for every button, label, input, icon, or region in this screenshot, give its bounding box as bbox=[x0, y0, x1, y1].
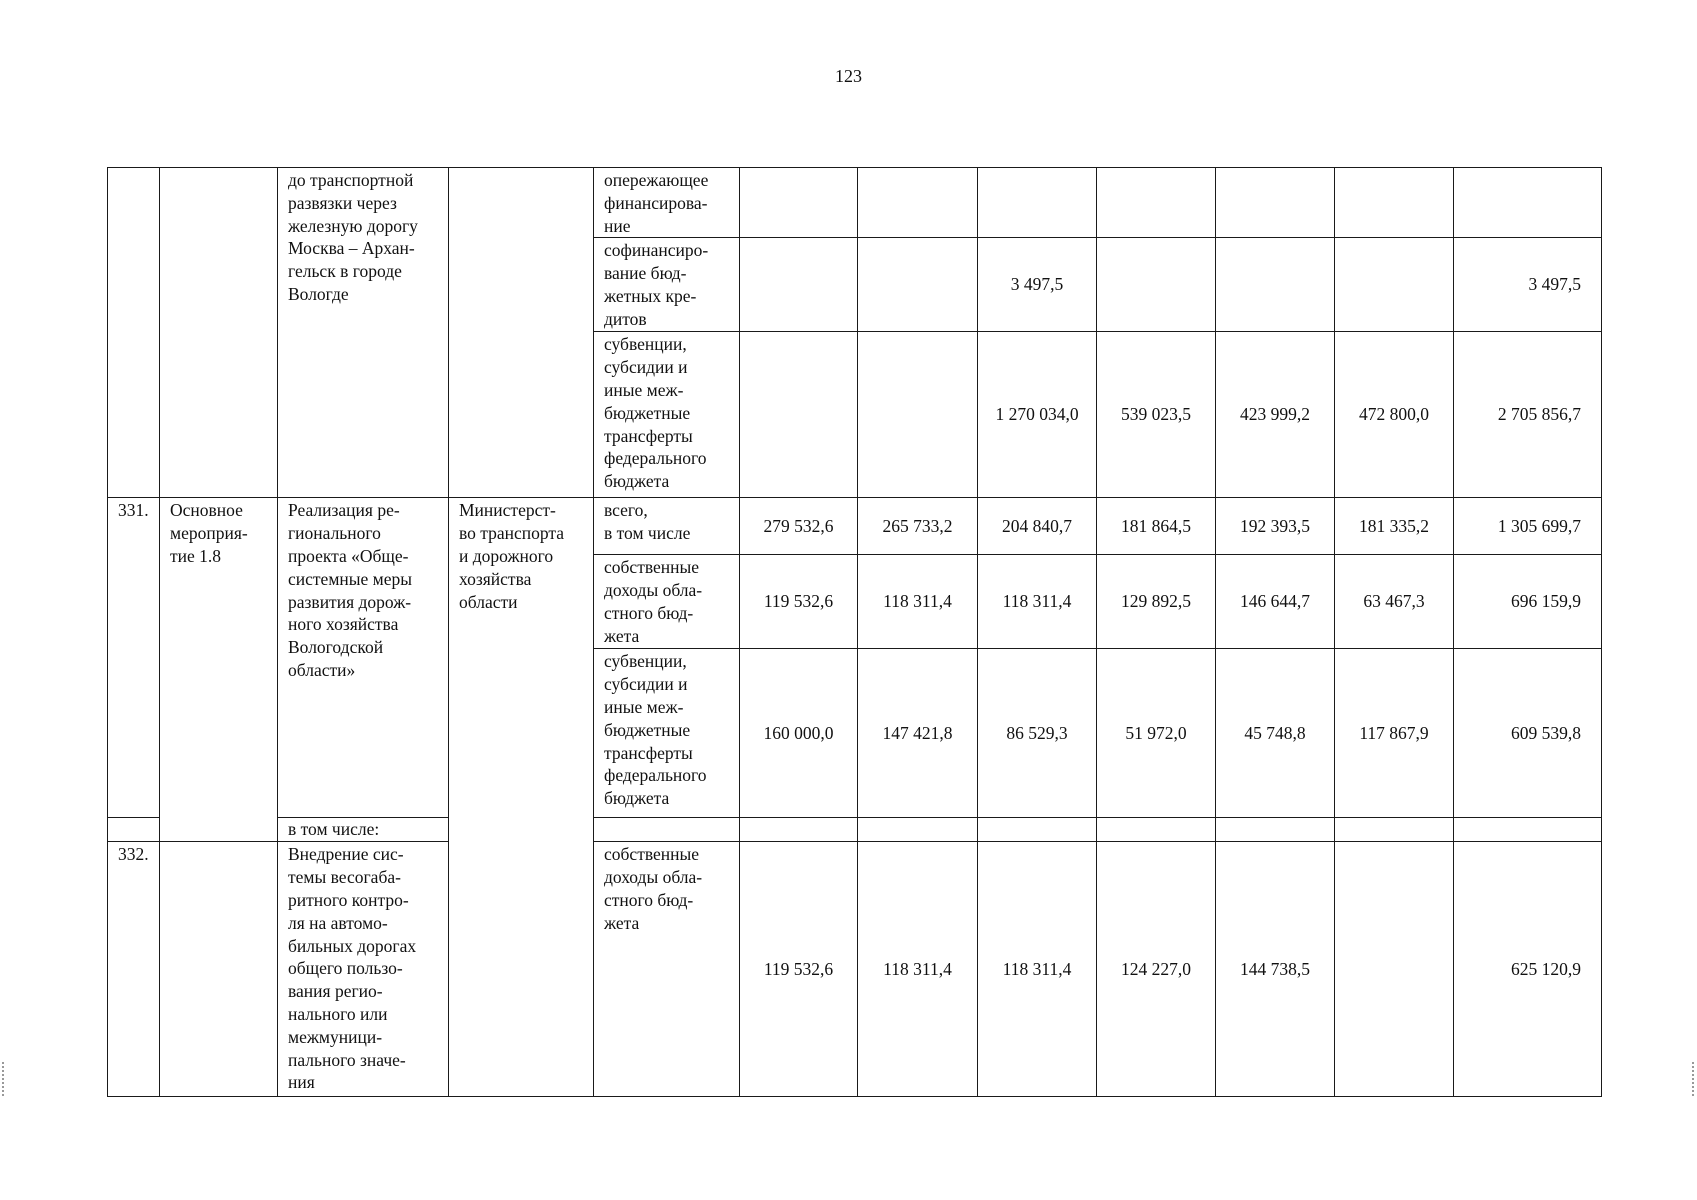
budget-table bbox=[107, 167, 1602, 1097]
value-cell bbox=[858, 818, 978, 842]
executor-cell bbox=[449, 168, 594, 498]
value-cell: 124 227,0 bbox=[1097, 842, 1216, 1097]
value-cell bbox=[858, 238, 978, 332]
value-cell: 118 311,4 bbox=[858, 555, 978, 649]
row-status-cell bbox=[160, 168, 278, 498]
row-status-cell: Основное мероприя- тие 1.8 bbox=[160, 498, 278, 842]
value-cell: 146 644,7 bbox=[1216, 555, 1335, 649]
value-cell bbox=[1097, 168, 1216, 238]
value-cell bbox=[1335, 842, 1454, 1097]
value-cell: 160 000,0 bbox=[740, 649, 858, 818]
funding-source-cell: собственные доходы обла- стного бюд- жета bbox=[594, 842, 740, 1097]
funding-source-cell: собственные доходы обла- стного бюд- жета bbox=[594, 555, 740, 649]
value-cell: 181 335,2 bbox=[1335, 498, 1454, 555]
row-status-cell bbox=[160, 842, 278, 1097]
value-cell: 279 532,6 bbox=[740, 498, 858, 555]
total-cell bbox=[1454, 818, 1602, 842]
value-cell: 45 748,8 bbox=[1216, 649, 1335, 818]
value-cell: 51 972,0 bbox=[1097, 649, 1216, 818]
measure-name-cell: Внедрение сис- темы весогаба- ритного контро- ля на автомо- бильных дорогах общего пользо- вания регио- нального или межмуници- пального значе- ния bbox=[278, 842, 449, 1097]
value-cell: 192 393,5 bbox=[1216, 498, 1335, 555]
executor-cell: Министерст- во транспорта и дорожного хозяйства области bbox=[449, 498, 594, 1097]
funding-source-cell: субвенции, субсидии и иные меж- бюджетные трансферты федерального бюджета bbox=[594, 649, 740, 818]
value-cell: 118 311,4 bbox=[978, 842, 1097, 1097]
value-cell: 539 023,5 bbox=[1097, 332, 1216, 498]
row-index-cell bbox=[108, 818, 160, 842]
total-cell: 3 497,5 bbox=[1454, 238, 1602, 332]
table-row bbox=[108, 168, 1602, 238]
value-cell: 472 800,0 bbox=[1335, 332, 1454, 498]
value-cell bbox=[978, 818, 1097, 842]
value-cell: 63 467,3 bbox=[1335, 555, 1454, 649]
value-cell bbox=[740, 238, 858, 332]
value-cell: 204 840,7 bbox=[978, 498, 1097, 555]
total-cell: 625 120,9 bbox=[1454, 842, 1602, 1097]
scan-edge-mark-right bbox=[1692, 1062, 1696, 1096]
total-cell: 609 539,8 bbox=[1454, 649, 1602, 818]
row-index-cell bbox=[108, 168, 160, 498]
table-row bbox=[108, 498, 1602, 555]
funding-source-cell: софинансиро- вание бюд- жетных кре- дитов bbox=[594, 238, 740, 332]
table-row bbox=[108, 842, 1602, 1097]
value-cell bbox=[1216, 238, 1335, 332]
funding-source-cell: всего, в том числе bbox=[594, 498, 740, 555]
page-number: 123 bbox=[835, 66, 862, 86]
value-cell: 117 867,9 bbox=[1335, 649, 1454, 818]
scan-edge-mark-left bbox=[2, 1062, 6, 1096]
measure-name-cell: в том числе: bbox=[278, 818, 449, 842]
value-cell: 265 733,2 bbox=[858, 498, 978, 555]
value-cell: 118 311,4 bbox=[858, 842, 978, 1097]
value-cell: 118 311,4 bbox=[978, 555, 1097, 649]
value-cell bbox=[1097, 238, 1216, 332]
row-index-cell: 331. bbox=[108, 498, 160, 818]
row-index-cell: 332. bbox=[108, 842, 160, 1097]
funding-source-cell: опережающее финансирова- ние bbox=[594, 168, 740, 238]
value-cell: 119 532,6 bbox=[740, 842, 858, 1097]
total-cell bbox=[1454, 168, 1602, 238]
value-cell bbox=[1216, 168, 1335, 238]
total-cell: 696 159,9 bbox=[1454, 555, 1602, 649]
value-cell bbox=[740, 168, 858, 238]
value-cell: 3 497,5 bbox=[978, 238, 1097, 332]
value-cell bbox=[1335, 168, 1454, 238]
value-cell: 86 529,3 bbox=[978, 649, 1097, 818]
value-cell: 147 421,8 bbox=[858, 649, 978, 818]
value-cell: 129 892,5 bbox=[1097, 555, 1216, 649]
funding-source-cell bbox=[594, 818, 740, 842]
table-row bbox=[108, 818, 1602, 842]
value-cell: 181 864,5 bbox=[1097, 498, 1216, 555]
measure-name-cell: Реализация ре- гионального проекта «Обще- системные меры развития дорож- ного хозяйства Вологодской области» bbox=[278, 498, 449, 818]
value-cell bbox=[858, 168, 978, 238]
value-cell bbox=[1335, 238, 1454, 332]
measure-name-cell: до транспортной развязки через железную дорогу Москва – Архан- гельск в городе Вологде bbox=[278, 168, 449, 498]
funding-source-cell: субвенции, субсидии и иные меж- бюджетные трансферты федерального бюджета bbox=[594, 332, 740, 498]
value-cell bbox=[978, 168, 1097, 238]
value-cell bbox=[858, 332, 978, 498]
value-cell: 1 270 034,0 bbox=[978, 332, 1097, 498]
value-cell: 144 738,5 bbox=[1216, 842, 1335, 1097]
value-cell: 423 999,2 bbox=[1216, 332, 1335, 498]
value-cell bbox=[1335, 818, 1454, 842]
value-cell bbox=[740, 818, 858, 842]
value-cell bbox=[740, 332, 858, 498]
value-cell: 119 532,6 bbox=[740, 555, 858, 649]
value-cell bbox=[1097, 818, 1216, 842]
total-cell: 1 305 699,7 bbox=[1454, 498, 1602, 555]
value-cell bbox=[1216, 818, 1335, 842]
total-cell: 2 705 856,7 bbox=[1454, 332, 1602, 498]
